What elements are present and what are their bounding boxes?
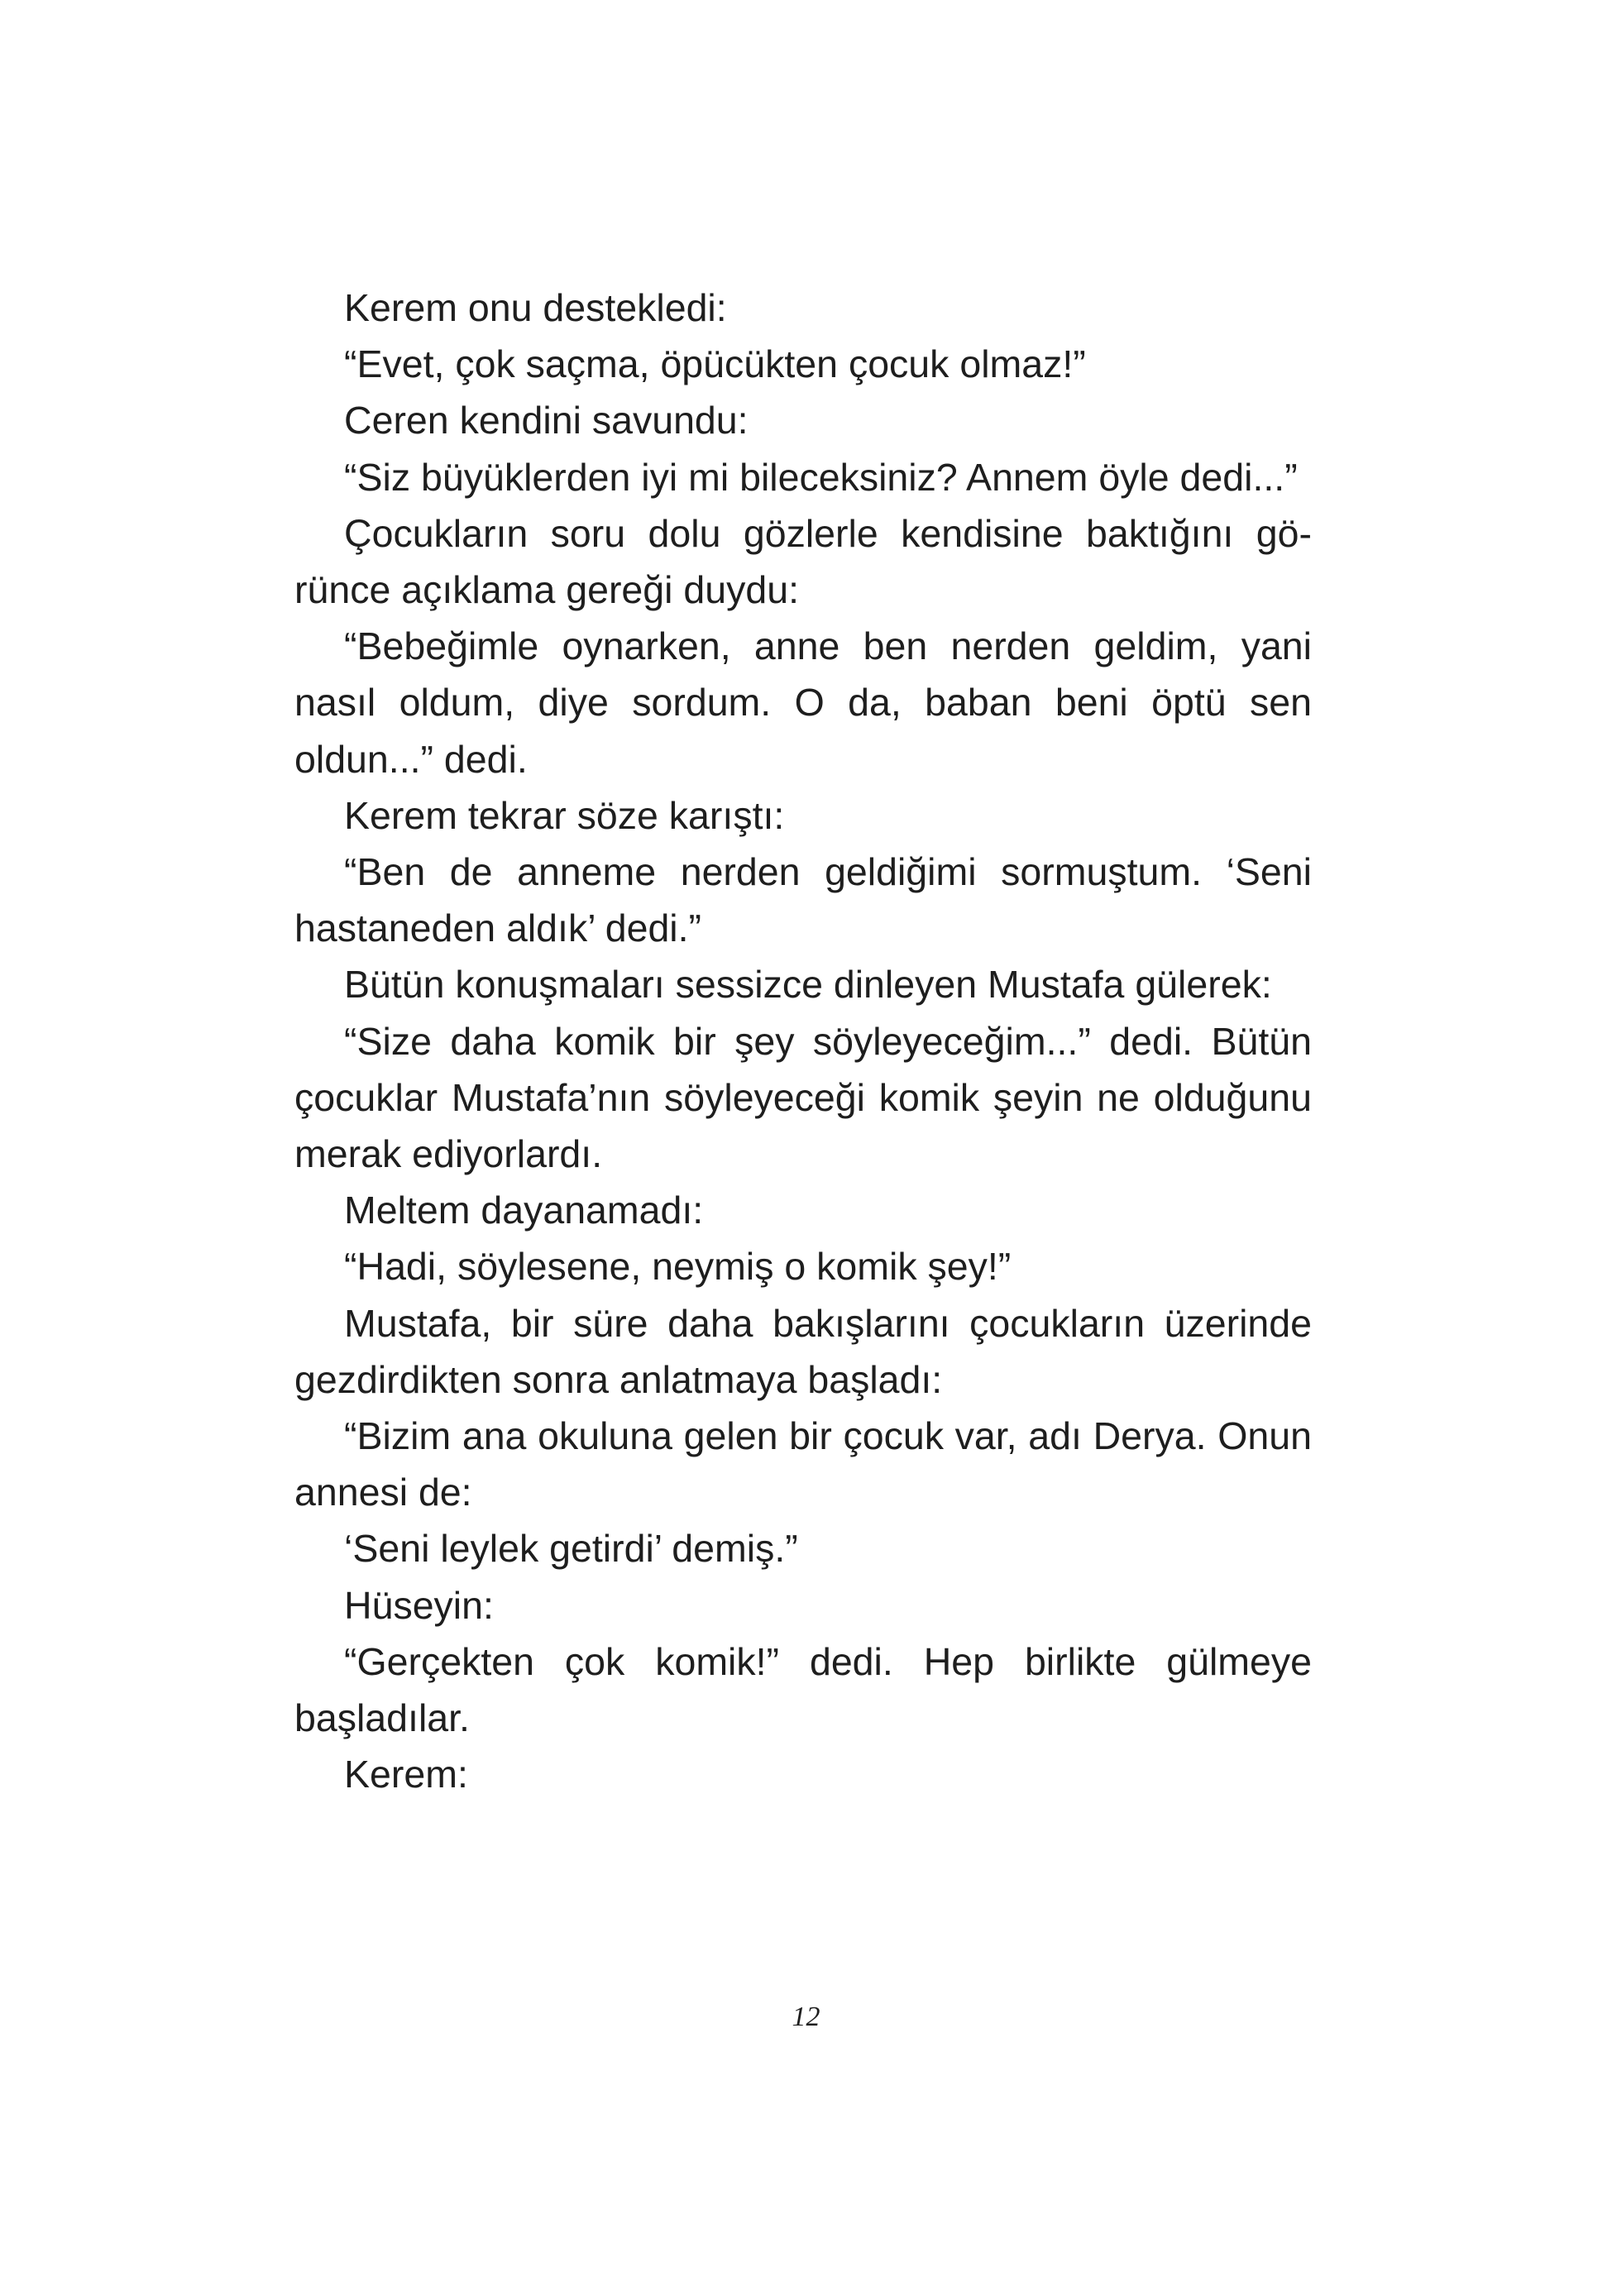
paragraph: Mustafa, bir süre daha bakışlarını çocukların üzerinde gezdirdikten sonra anlatmaya başladı: (294, 1301, 1312, 1401)
page-number: 12 (792, 2002, 820, 2032)
paragraph: Çocukların soru dolu gözlerle kendisine baktığını görünce açıklama gereği duydu: (294, 511, 1312, 612)
paragraph: “Ben de anneme nerden geldiğimi sormuştum. ‘Seni hastaneden aldık’ dedi.” (294, 850, 1312, 950)
paragraph: Hüseyin: (344, 1583, 494, 1627)
paragraph: “Siz büyüklerden iyi mi bileceksiniz? Annem öyle dedi...” (344, 455, 1298, 499)
paragraph: Meltem dayanamadı: (344, 1189, 704, 1232)
paragraph: Kerem onu destekledi: (344, 286, 727, 329)
paragraph: Kerem tekrar söze karıştı: (344, 793, 785, 837)
paragraph: “Bizim ana okuluna gelen bir çocuk var, adı Derya. Onun annesi de: (294, 1414, 1312, 1514)
paragraph: “Size daha komik bir şey söyleyeceğim...” dedi. Bütün çocuklar Mustafa’nın söyleyeceği komik şeyin ne olduğunu merak ediyorlardı. (294, 1019, 1312, 1176)
paragraph: Ceren kendini savundu: (344, 399, 749, 442)
paragraph: Bütün konuşmaları sessizce dinleyen Mustafa gülerek: (344, 963, 1272, 1007)
paragraph: “Evet, çok saçma, öpücükten çocuk olmaz!” (344, 342, 1086, 386)
paragraph: “Hadi, söylesene, neymiş o komik şey!” (344, 1245, 1012, 1289)
paragraph: Kerem: (344, 1753, 468, 1796)
paragraph: “Bebeğimle oynarken, anne ben nerden geldim, yani nasıl oldum, diye sordum. O da, baban beni öptü sen oldun...” dedi. (294, 624, 1312, 781)
paragraph: “Gerçekten çok komik!” dedi. Hep birlikte gülmeye başladılar. (294, 1639, 1312, 1740)
body-text (294, 280, 1312, 1802)
paragraph: ‘Seni leylek getirdi’ demiş.” (344, 1527, 798, 1571)
